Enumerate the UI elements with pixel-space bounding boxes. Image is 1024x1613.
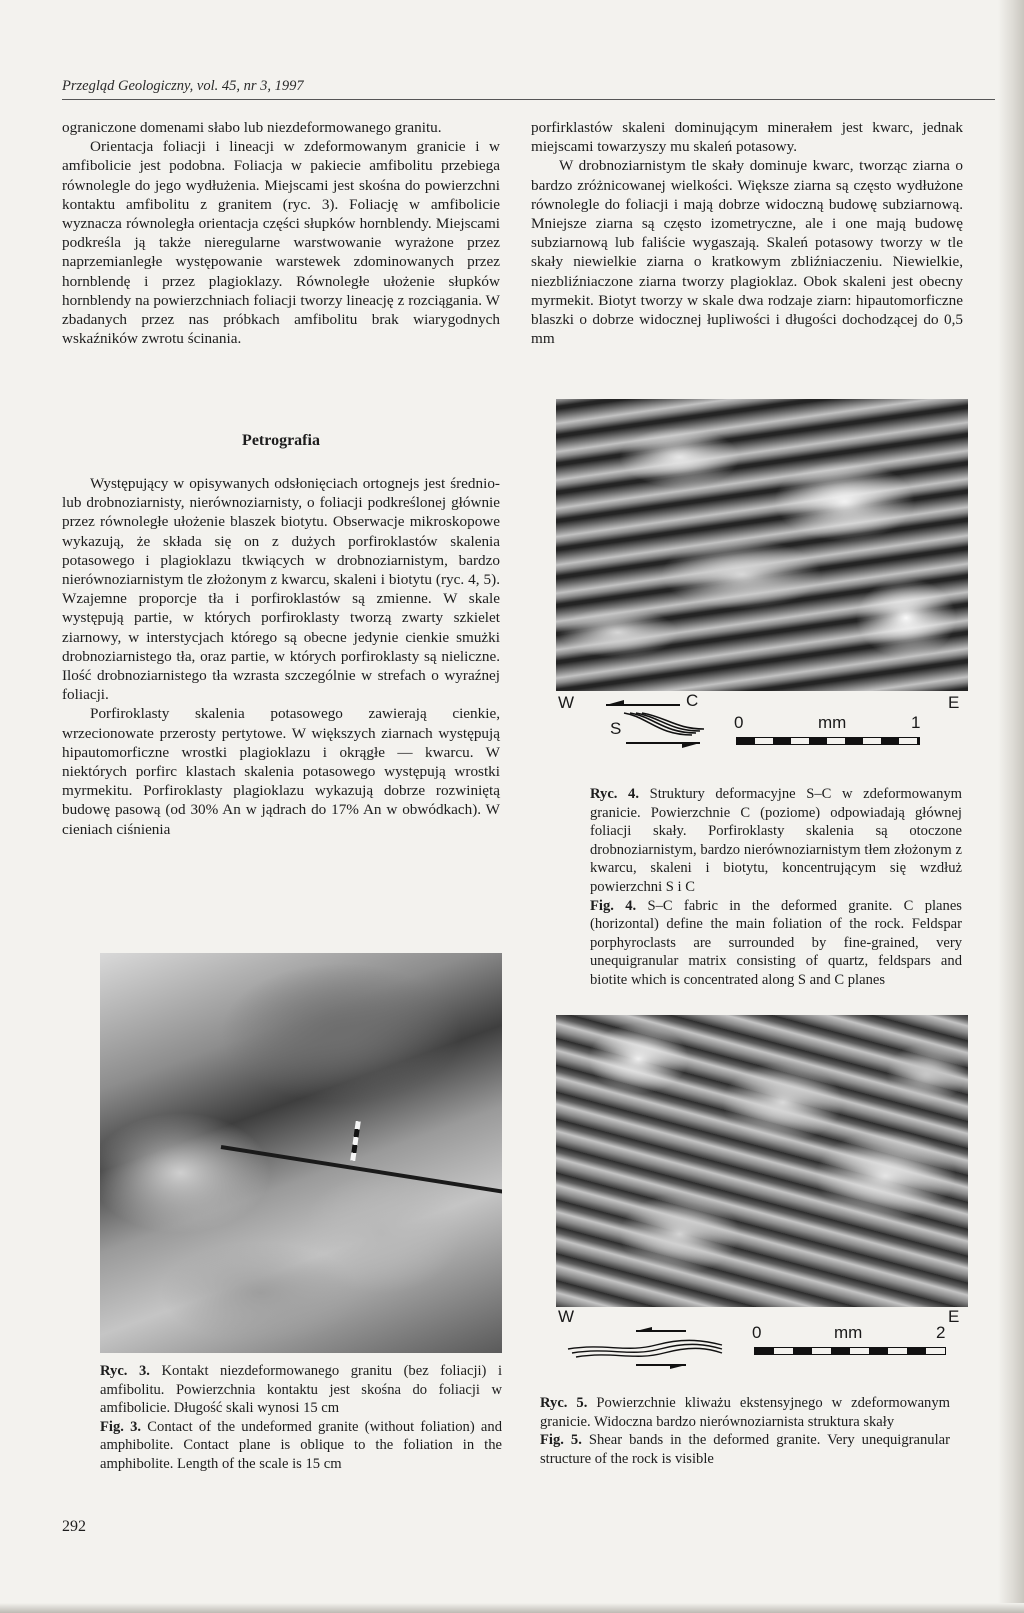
paragraph: ograniczone domenami słabo lub niezdeformowanego granitu.: [62, 119, 442, 136]
shear-band-sense-icon: [566, 1323, 726, 1371]
scale-unit: mm: [818, 713, 847, 732]
caption-text-en: S–C fabric in the deformed granite. C planes (horizontal) define the main foliation of the rock. Feldspar porphyroclasts are surrounded by fine-grained, very unequigranular matrix consisting of quartz, feldspars and biotite which is concentrated along S and C planes: [590, 897, 962, 988]
scale-bar: [736, 737, 920, 745]
s-plane-label: S: [610, 719, 622, 738]
figure-5-caption: [540, 1394, 950, 1468]
paragraph: Orientacja foliacji i lineacji w zdeformowanym granicie i w amfibolicie jest podobna. Foliacja w pakiecie amfibolitu przebiega równolegle do jego wydłużenia. Miejscami jest skośna do powierzchni kontaktu amfibolitu z granitem (ryc. 3). Foliację w amfibolicie wyznacza równoległa orientacja części słupków hornblendy. Miejscami podkreśla ją także nieregularne warstwowanie wyrażone przez naprzemianległe występowanie warstewek zdominowanych przez hornblendę i przez plagioklazy. Równoległe ułożenie słupków hornblendy na powierzchniach foliacji tworzy lineację z rozciągania. W zbadanych przez nas próbkach amfibolitu brak wiarygodnych wskaźników zwrotu ścinania.: [62, 138, 500, 348]
figure-3-caption: [100, 1362, 502, 1474]
caption-text-pl: Kontakt niezdeformowanego granitu (bez foliacji) i amfibolitu. Powierzchnia kontaktu jest skośna do foliacji w amfibolicie. Długość skali wynosi 15 cm: [100, 1363, 502, 1417]
figure-4-legend: [556, 691, 968, 771]
caption-text-en: Contact of the undeformed granite (without foliation) and amphibolite. Contact plane is oblique to the foliation in the amphibolite. Length of the scale is 15 cm: [100, 1418, 502, 1472]
page-number: 292: [62, 1518, 86, 1535]
running-header: Przegląd Geologiczny, vol. 45, nr 3, 1997: [62, 78, 304, 94]
caption-text-pl: Struktury deformacyjne S–C w zdeformowanym granicie. Powierzchnie C (poziome) odpowiadają głównej foliacji skały. Porfiroklasty skalenia są otoczone drobnoziarnistym, bardzo nierównoziarnistym tłem złożonym z kwarcu, skaleni i biotytu, koncentrującym się wzdłuż powierzchni S i C: [590, 786, 963, 895]
figure-5-micrograph: [556, 1015, 968, 1307]
header-rule: [62, 99, 995, 100]
caption-text-en: Shear bands in the deformed granite. Very unequigranular structure of the rock is visible: [540, 1432, 950, 1467]
page-bottom-shadow: [0, 1603, 1024, 1613]
figure-4-micrograph: [556, 399, 968, 691]
scale-stick: [350, 1121, 361, 1161]
figure-4-caption: [590, 785, 962, 990]
scale-start: 0: [734, 713, 744, 732]
page-edge-shadow: [998, 0, 1024, 1613]
c-plane-label: C: [686, 691, 699, 710]
scale-end: 2: [936, 1323, 946, 1342]
caption-label-en: Fig. 5.: [540, 1432, 582, 1449]
caption-label-en: Fig. 4.: [590, 897, 637, 914]
s-c-shear-sense-icon: [596, 695, 746, 759]
west-label: W: [558, 1307, 575, 1326]
caption-text-pl: Powierzchnie kliważu ekstensyjnego w zdeformowanym granicie. Widoczna bardzo nierównoziarnista struktura skały: [540, 1395, 950, 1430]
paragraph: porfirklastów skaleni dominującym minerałem jest kwarc, jednak miejscami towarzyszy mu skaleń potasowy.: [531, 119, 963, 156]
left-column-top: [62, 118, 500, 348]
caption-label: Ryc. 4.: [590, 786, 640, 802]
west-label: W: [558, 693, 575, 712]
east-label: E: [948, 1307, 960, 1326]
scale-end: 1: [911, 713, 921, 732]
scale-bar: [754, 1347, 946, 1355]
paragraph: W drobnoziarnistym tle skały dominuje kwarc, tworząc ziarna o bardzo zróżnicowanej wielkości. Większe ziarna są często wydłużone równolegle do foliacji i mają dobrze widoczną budowę subziarnową. Mniejsze ziarna są często izometryczne, ale i one mają budowę subziarnową lub faliście wygaszają. Skaleń potasowy tworzy w tle skały niewielkie ziarna o kratkowym zbliźniaczeniu. Niewielkie, niezbliźniaczone ziarna tworzy plagioklaz. Obok skaleni jest obecny myrmekit. Biotyt tworzy w skale dwa rodzaje ziarn: hipautomorficzne blaszki o dobrze widocznej łupliwości i długości dochodzącej do 0,5 mm: [531, 157, 963, 348]
contact-plane: [220, 1145, 502, 1194]
left-column-middle: [62, 474, 500, 839]
paragraph: Porfiroklasty skalenia potasowego zawierają cienkie, wrzecionowate przerosty pertytowe. W większych ziarnach występują hipautomorficzne wrostki plagioklazu i okrągłe — kwarcu. W niektórych porfirc klastach skalenia potasowego występują wrostki myrmekitu. Porfiroklasty plagioklazu wykazują dobrze rozwiniętą budowę pasową (od 30% An w jądrach do 17% An w obwódkach). W cieniach ciśnienia: [62, 705, 500, 838]
section-title: Petrografia: [242, 432, 320, 449]
figure-3-outcrop-photo: [100, 953, 502, 1353]
caption-label-en: Fig. 3.: [100, 1418, 142, 1435]
caption-label: Ryc. 5.: [540, 1395, 588, 1411]
caption-label: Ryc. 3.: [100, 1363, 150, 1379]
scale-start: 0: [752, 1323, 762, 1342]
figure-5-legend: [556, 1307, 968, 1373]
paragraph: Występujący w opisywanych odsłonięciach ortognejs jest średnio- lub drobnoziarnisty, nierównoziarnisty, o foliacji podkreślonej głównie przez równoległe ułożenie blaszek biotytu. Obserwacje mikroskopowe wykazują, że składa się on z dużych porfiroklastów skalenia potasowego i plagioklazu tkwiących w drobnoziarnistym, bardzo nierównoziarnistym tle złożonym z kwarcu, skaleni i biotytu (ryc. 4, 5). Wzajemne proporcje tła i porfiroklastów są zmienne. W skale występują partie, w których porfiroklasty tworzą zwarty szkielet ziarnowy, w interstycjach którego są obecne jedynie cienkie smużki drobnoziarnistego tła, oraz partie, w których porfiroklasty są nieliczne. Ilość drobnoziarnistego tła wzrasta szczególnie w strefach o wyraźnej foliacji.: [62, 475, 500, 704]
east-label: E: [948, 693, 960, 712]
scale-unit: mm: [834, 1323, 863, 1342]
right-column-top: [531, 118, 963, 348]
